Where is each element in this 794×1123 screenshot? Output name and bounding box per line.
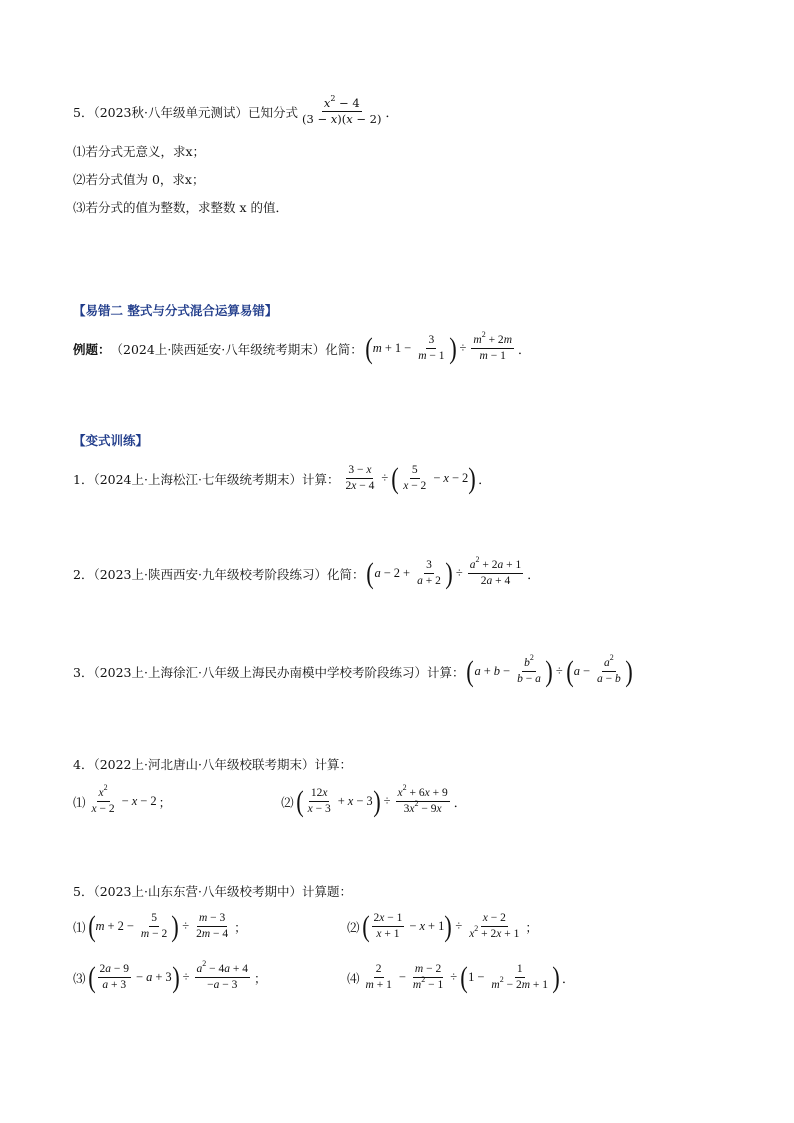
practice-2-expression: ( a − 2 + $\frac{3}{a + 2}$ ) ÷ $\frac{a^2 + 2a + 1}{2a + 4}$ [366, 555, 522, 590]
practice-1-line: 1．（2024上·上海松江·七年级统考期末）计算： $\frac{3 - x}{2x - 4}$ ÷ ( $\frac{5}{x - 2}$ − x − 2 ) ． [73, 461, 491, 495]
fraction-expression: $\frac{x^2 - 4}{(3 - x)(x - 2)}$ [302, 94, 382, 126]
question-5-part-2: ⑵若分式值为 0，求x； [73, 172, 205, 187]
practice-1-text: 1．（2024上·上海松江·七年级统考期末）计算： [73, 471, 340, 487]
example-label: 例题： [73, 341, 111, 357]
practice-4-parts: ⑴ $\frac{x^2}{x - 2}$ − x − 2 ； ⑵ ( $\frac{12x}{x - 3}$ + x − 3 ) ÷ $\frac{x^2 + 6x + 9}{3x^2 - 9x}$ ． [73, 783, 467, 818]
practice-5-row-1: ⑴ ( m + 2 − $\frac{5}{m - 2}$ ) ÷ $\frac{m - 3}{2m - 4}$ ； ⑵ ( $\frac{2x - 1}{x + 1}$ − x + 1 ) ÷ $\frac{x - 2}{x^2 + 2x + 1}$ ； [73, 909, 538, 943]
section-title-practice: 【变式训练】 [73, 433, 149, 448]
question-5-part-3: ⑶若分式的值为整数，求整数 x 的值． [73, 200, 288, 215]
practice-4a-expression: $\frac{x^2}{x - 2}$ − x − 2 [91, 783, 157, 815]
practice-5-line: 5．（2023上·山东东营·八年级校考期中）计算题： [73, 884, 352, 899]
example-expression: ( m + 1 − $\frac{3}{m - 1}$ ) ÷ $\frac{m^2 + 2m}{m - 1}$ [365, 330, 512, 365]
section-title-2: 【易错二 整式与分式混合运算易错】 [73, 303, 278, 318]
practice-2-line: 2．（2023上·陕西西安·九年级校考阶段练习）化简： ( a − 2 + $\frac{3}{a + 2}$ ) ÷ $\frac{a^2 + 2a + 1}{2a + 4}$ ． [73, 555, 540, 590]
question-5-prefix: 5．（2023秋·八年级单元测试）已知分式 [73, 104, 298, 120]
practice-3-line [73, 653, 635, 688]
practice-2-text: 2．（2023上·陕西西安·九年级校考阶段练习）化简： [73, 566, 365, 582]
practice-5-row-2: ⑶ ( $\frac{2a - 9}{a + 3}$ − a + 3 ) ÷ $\frac{a^2 - 4a + 4}{-a - 3}$ ； ⑷ $\frac{2}{m + 1}$ − $\frac{m - 2}{m^2 - 1}$ ÷ ( 1 − $\frac{1}{m^2 - 2m + 1}$ ) ． [73, 959, 575, 994]
example-source: （2024上·陕西延安·八年级统考期末）化简： [110, 341, 363, 357]
practice-4-line: 4．（2022上·河北唐山·八年级校联考期末）计算： [73, 757, 352, 772]
practice-5-3-expression: ( $\frac{2a - 9}{a + 3}$ − a + 3 ) ÷ $\frac{a^2 - 4a + 4}{-a - 3}$ [87, 959, 249, 994]
practice-3-expression: ( a + b − $\frac{b^2}{b - a}$ ) ÷ ( a − $\frac{a^2}{a - b}$ ) [466, 653, 633, 688]
question-5-line [73, 96, 398, 127]
example-line: 例题： （2024上·陕西延安·八年级统考期末）化简： ( m + 1 − $\frac{3}{m - 1}$ ) ÷ $\frac{m^2 + 2m}{m - 1}$ ． [73, 330, 531, 365]
practice-5-4-expression: $\frac{2}{m + 1}$ − $\frac{m - 2}{m^2 - 1}$ ÷ ( 1 − $\frac{1}{m^2 - 2m + 1}$ ) [365, 960, 560, 994]
practice-5-1-expression: ( m + 2 − $\frac{5}{m - 2}$ ) ÷ $\frac{m - 3}{2m - 4}$ [87, 909, 229, 943]
practice-1-expression: $\frac{3 - x}{2x - 4}$ ÷ ( $\frac{5}{x - 2}$ − x − 2 ) [345, 461, 476, 495]
question-5-part-1: ⑴若分式无意义，求x； [73, 144, 206, 159]
practice-5-2-expression: ( $\frac{2x - 1}{x + 1}$ − x + 1 ) ÷ $\frac{x - 2}{x^2 + 2x + 1}$ [361, 909, 520, 943]
practice-4b-expression: ( $\frac{12x}{x - 3}$ + x − 3 ) ÷ $\frac{x^2 + 6x + 9}{3x^2 - 9x}$ [295, 783, 448, 818]
practice-3-text: 3．（2023上·上海徐汇·八年级上海民办南模中学校考阶段练习）计算： [73, 664, 465, 680]
question-5-suffix: ． [385, 104, 398, 120]
